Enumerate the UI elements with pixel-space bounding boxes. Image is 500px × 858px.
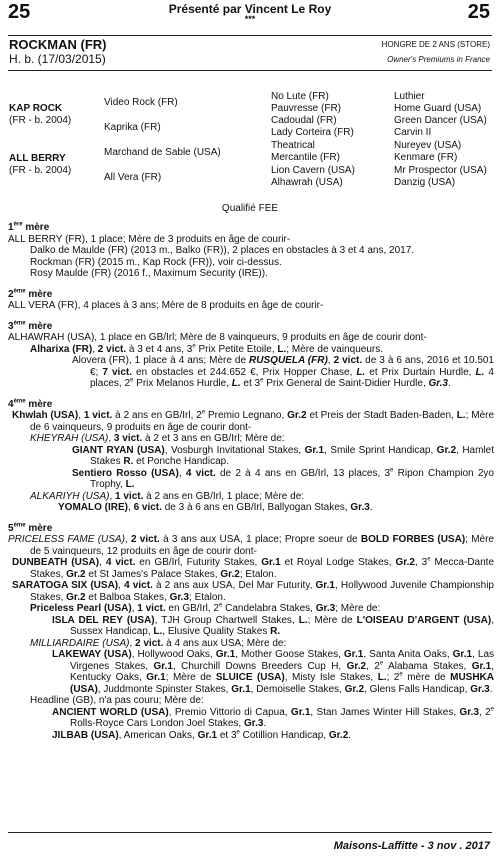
gen4-item: Home Guard (USA) [394,103,482,114]
section-heading: 4ème mère [8,398,53,410]
paragraph: ISLA DEL REY (USA), TJH Group Chartwell Stakes, L.; Mère de L'OISEAU D'ARGENT (USA), Sussex Handicap, L., Elusive Quality Stakes R. [52,614,494,637]
dam-name: ALL BERRY [9,153,66,164]
paragraph: Sentiero Rosso (USA), 4 vict. de 2 à 4 ans en GB/Irl, 13 places, 3e Ripon Champion 2yo Trophy, L. [72,467,494,490]
paragraph: MILLIARDAIRE (USA), 2 vict. à 4 ans aux USA; Mère de: [30,637,287,649]
header-rule [8,35,492,36]
paragraph: Priceless Pearl (USA), 1 vict. en GB/Irl, 2e Candelabra Stakes, Gr.3; Mère de: [30,602,381,614]
gen2-item: Marchand de Sable (USA) [104,147,221,158]
lot-number-right: 25 [467,1,490,23]
gen4-item: Carvin II [394,127,432,138]
paragraph: ANCIENT WORLD (USA), Premio Vittorio di Capua, Gr.1, Stan James Winter Hill Stakes, Gr.3, 2e Rolls-Royce Cars London Joel Stakes, Gr.3. [52,706,494,729]
gen2-item: Kaprika (FR) [104,122,161,133]
gen3-item: Cadoudal (FR) [271,115,337,126]
paragraph: LAKEWAY (USA), Hollywood Oaks, Gr.1, Mother Goose Stakes, Gr.1, Santa Anita Oaks, Gr.1, Las Virgenes Stakes, Gr.1, Churchill Downs Breeders Cup H, Gr.2, 2e Alabama Stakes, Gr.1, Kentucky Oaks, Gr.1; Mère de SLUICE (USA), Misty Isle Stakes, L.; 2e mère de MUSHKA (USA), Juddmonte Spinster Stakes, Gr.1, Demoiselle Stakes, Gr.2, Glens Falls Handicap, Gr.3. [52,649,495,695]
gen3-item: Lady Corteira (FR) [271,127,354,138]
gen3-item: No Lute (FR) [271,91,329,102]
premiums: Owner's Premiums in France [387,55,490,64]
gen3-item: Theatrical [271,140,315,151]
qualification: Qualifié FEE [221,203,279,214]
section-heading: 5ème mère [8,522,53,534]
gen3-item: Mercantile (FR) [271,152,340,163]
paragraph: ALHAWRAH (USA), 1 place en GB/Irl; Mère de 8 vainqueurs, 9 produits en âge de courir dont- [8,332,427,343]
paragraph: ALL VERA (FR), 4 places à 3 ans; Mère de 8 produits en âge de courir- [8,300,324,311]
paragraph: Rockman (FR) (2015 m., Kap Rock (FR)), voir ci-dessus. [30,256,282,268]
gen4-item: Nureyev (USA) [394,140,462,151]
gen2-item: All Vera (FR) [104,172,162,183]
gen4-item: Mr Prospector (USA) [394,165,487,176]
paragraph: YOMALO (IRE), 6 vict. de 3 à 6 ans en GB/Irl, Ballyogan Stakes, Gr.3. [58,502,373,513]
stars: *** [244,14,256,24]
paragraph: ALKARIYH (USA), 1 vict. à 2 ans en GB/Irl, 1 place; Mère de: [30,490,305,502]
paragraph: Alharixa (FR), 2 vict. à 3 et 4 ans, 3e Prix Petite Etoile, L.; Mère de vainqueurs. [30,343,383,355]
horse-description: H. b. (17/03/2015) [9,52,106,66]
sire-name: KAP ROCK [9,103,63,114]
sire-info: (FR - b. 2004) [9,115,72,126]
presented-by: Présenté par Vincent Le Roy [168,2,332,16]
paragraph: SARATOGA SIX (USA), 4 vict. à 2 ans aux USA, Del Mar Futurity, Gr.1, Hollywood Juvenile Championship Stakes, Gr.2 et Balboa Stakes, Gr.3; Etalon. [12,580,494,603]
gen3-item: Alhawrah (USA) [271,177,343,188]
paragraph: ALL BERRY (FR), 1 place; Mère de 3 produits en âge de courir- [8,233,291,245]
horse-name: ROCKMAN (FR) [9,37,107,52]
section-heading: 3ème mère [8,320,53,332]
gen4-item: Luthier [394,91,425,102]
gen3-item: Lion Cavern (USA) [271,165,355,176]
dam-info: (FR - b. 2004) [9,165,72,176]
section-heading: 1ère mère [8,221,50,233]
paragraph: PRICELESS FAME (USA), 2 vict. à 3 ans aux USA, 1 place; Propre soeur de BOLD FORBES (USA); Mère de 5 vainqueurs, 12 produits en âge de courir dont- [8,534,494,557]
gen4-item: Danzig (USA) [394,177,456,188]
lot-number-left: 25 [8,1,31,23]
paragraph: Dalko de Maulde (FR) (2013 m., Balko (FR)), 2 places en obstacles à 3 et 4 ans, 2017. [30,245,415,256]
paragraph: KHEYRAH (USA), 3 vict. à 2 et 3 ans en GB/Irl; Mère de: [30,433,285,444]
paragraph: Alovera (FR), 1 place à 4 ans; Mère de RUSQUELA (FR), 2 vict. de 3 à 6 ans, 2016 et 10.501 €; 7 vict. en obstacles et 244.652 €, Prix Hopper Chase, L. et Prix Durtain Hurdle, L. 4 places, 2e Prix Melanos Hurdle, L. et 3e Prix General de Saint-Didier Hurdle, Gr.3. [72,355,494,389]
pedigree-rule [8,70,492,71]
paragraph: Rosy Maulde (FR) (2016 f., Maximum Security (IRE)). [30,268,268,279]
family-notes [8,222,494,741]
paragraph: GIANT RYAN (USA), Vosburgh Invitational Stakes, Gr.1, Smile Sprint Handicap, Gr.2, Hamlet Stakes R. et Ponche Handicap. [72,444,495,467]
section-heading: 2ème mère [8,288,53,300]
gen4-item: Green Dancer (USA) [394,115,487,126]
paragraph: DUNBEATH (USA), 4 vict. en GB/Irl, Futurity Stakes, Gr.1 et Royal Lodge Stakes, Gr.2, 3e Mecca-Dante Stakes, Gr.2 et St James's Palace Stakes, Gr.2; Etalon. [12,556,495,580]
sex-age: HONGRE DE 2 ANS (STORE) [381,40,490,49]
footer-rule [8,832,492,833]
gen3-item: Pauvresse (FR) [271,103,342,114]
gen4-item: Kenmare (FR) [394,152,458,163]
footer-venue-date: Maisons-Laffitte - 3 nov . 2017 [333,840,490,852]
paragraph: Headline (GB), n'a pas couru; Mère de: [30,695,204,706]
gen2-item: Video Rock (FR) [104,97,178,108]
paragraph: Khwlah (USA), 1 vict. à 2 ans en GB/Irl, 2e Premio Legnano, Gr.2 et Preis der Stadt Baden-Baden, L.; Mère de 6 vainqueurs, 9 produits en âge de courir dont- [12,409,495,433]
paragraph: JILBAB (USA), American Oaks, Gr.1 et 3e Cotillion Handicap, Gr.2. [52,729,352,741]
